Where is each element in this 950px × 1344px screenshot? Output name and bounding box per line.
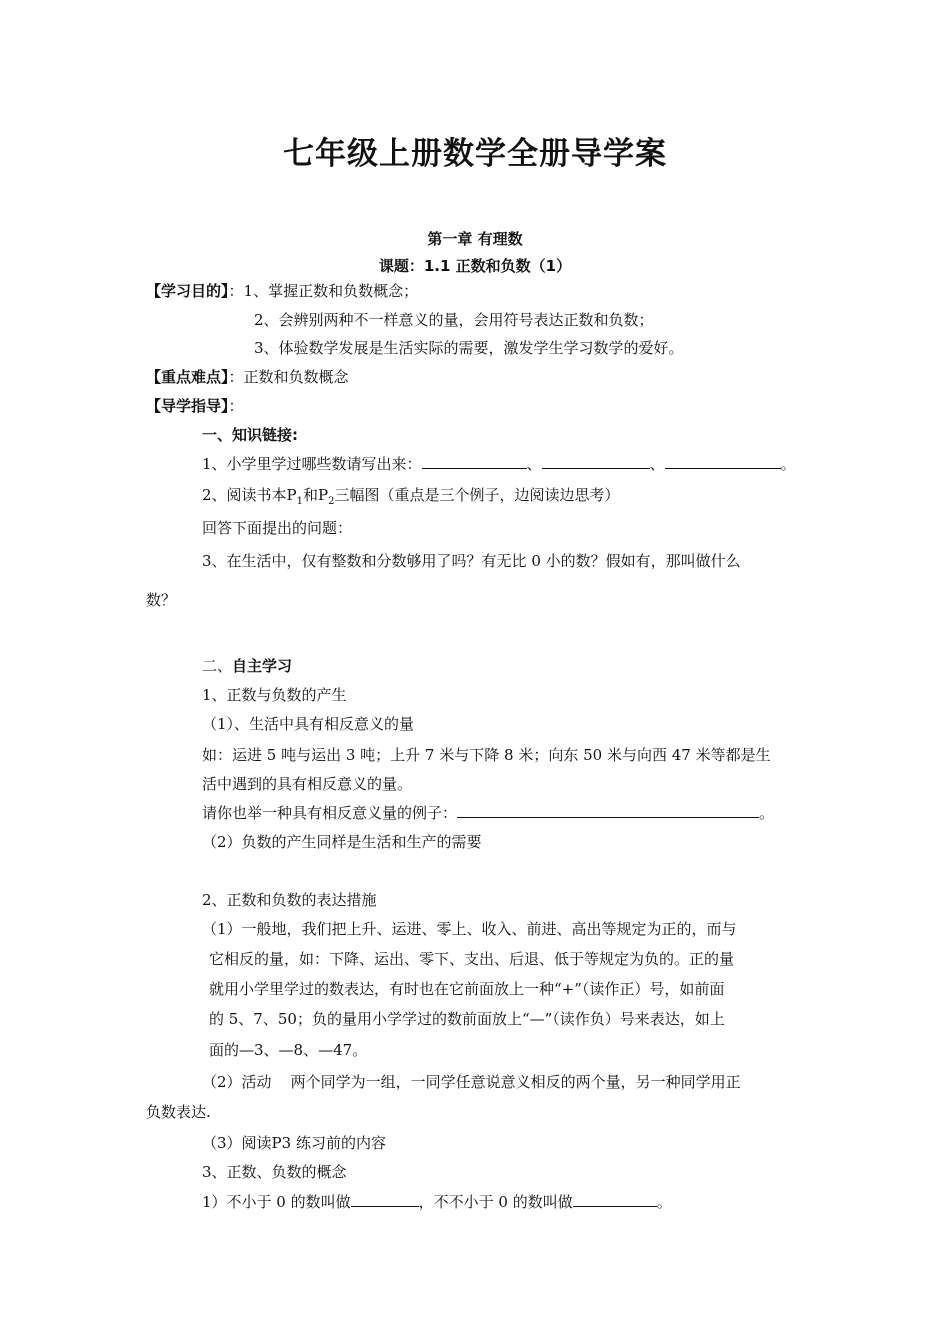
end-period: 。: [656, 1193, 672, 1211]
question-1: [202, 453, 796, 474]
objectives-line: [146, 280, 418, 301]
example-line-2: 活中遇到的具有相反意义的量。: [202, 775, 413, 793]
answer-blank-3[interactable]: [665, 453, 781, 469]
example-prompt-text: 请你也举一种具有相反意义量的例子：: [202, 804, 458, 822]
question-2: [202, 484, 620, 507]
question-1-text: 1、小学里学过哪些数请写出来：: [202, 455, 422, 473]
paragraph-line: 面的—3、—8、—47。: [209, 1041, 368, 1059]
guide-line: [146, 395, 244, 416]
answer-blank-2[interactable]: [542, 453, 650, 469]
concept-question-part: ，不不小于 0 的数叫做: [418, 1193, 573, 1211]
document-title: 七年级上册数学全册导学案: [283, 136, 667, 172]
paragraph-line: 就用小学里学过的数表达，有时也在它前面放上一种“+”（读作正）号，如前面: [209, 980, 725, 998]
keypoints-line: [146, 366, 349, 387]
chapter-heading: 第一章 有理数: [427, 230, 523, 248]
keypoints-text: ：正数和负数概念: [228, 368, 349, 386]
objective-2: 2、会辨别两种不一样意义的量，会用符号表达正数和负数；: [254, 311, 654, 329]
concept-answer-blank-2[interactable]: [573, 1191, 657, 1207]
section-2-text: 自主学习: [232, 657, 293, 675]
paragraph-line: （1）一般地，我们把上升、运进、零上、收入、前进、高出等规定为正的，而与: [202, 920, 737, 938]
section-2-number: 二、: [202, 657, 233, 675]
activity-line-2: 负数表达.: [146, 1103, 211, 1121]
subscript-2: 2: [328, 496, 335, 507]
objectives-colon: ：: [228, 282, 244, 300]
end-period: 。: [759, 804, 775, 822]
question-2-answer: 回答下面提出的问题：: [202, 519, 353, 537]
separator: 、: [649, 455, 665, 473]
concept-question-1: [202, 1191, 672, 1212]
end-period: 。: [780, 455, 796, 473]
reading-task: （3）阅读P3 练习前的内容: [202, 1134, 386, 1152]
objective-1: 1、掌握正数和负数概念；: [243, 282, 419, 300]
example-answer-blank[interactable]: [457, 802, 759, 818]
keypoints-label: 【重点难点】: [146, 368, 229, 386]
guide-colon: ：: [228, 397, 244, 415]
paragraph-line: 的 5、7、50；负的量用小学学过的数前面放上“—”（读作负）号来表达，如上: [209, 1010, 725, 1028]
question-3-line-2: 数？: [146, 591, 177, 609]
example-line-1: 如：运进 5 吨与运出 3 吨；上升 7 米与下降 8 米；向东 50 米与向西 47 米等都是生: [202, 746, 771, 764]
paragraph-line: 它相反的量，如：下降、运出、零下、支出、后退、低于等规定为负的。正的量: [209, 950, 735, 968]
concept-answer-blank-1[interactable]: [351, 1191, 419, 1207]
answer-blank-1[interactable]: [422, 453, 527, 469]
separator: 、: [526, 455, 542, 473]
subsection-3-title: 3、正数、负数的概念: [202, 1163, 347, 1181]
objective-3: 3、体验数学发展是生活实际的需要，激发学生学习数学的爱好。: [254, 339, 684, 357]
lesson-heading: 课题：1.1 正数和负数（1）: [378, 257, 572, 275]
section-1-title: 一、知识链接:: [202, 426, 298, 444]
question-2-part: 2、阅读书本P: [202, 486, 297, 504]
section-2-title: [202, 655, 292, 676]
objectives-label: 【学习目的】: [146, 282, 229, 300]
guide-label: 【导学指导】: [146, 397, 229, 415]
subsection-1-item-1: （1）、生活中具有相反意义的量: [202, 715, 415, 733]
subsection-1-title: 1、正数与负数的产生: [202, 686, 347, 704]
question-2-part: 三幅图（重点是三个例子，边阅读边思考）: [334, 486, 620, 504]
question-2-part: 和P: [303, 486, 329, 504]
example-prompt: [202, 802, 774, 823]
question-3-line-1: 3、在生活中，仅有整数和分数够用了吗？有无比 0 小的数？假如有，那叫做什么: [202, 552, 741, 570]
concept-question-part: 1）不小于 0 的数叫做: [202, 1193, 351, 1211]
subsection-2-title: 2、正数和负数的表达措施: [202, 891, 377, 909]
subscript-1: 1: [296, 496, 304, 507]
subsection-1-item-2: （2）负数的产生同样是生活和生产的需要: [202, 833, 482, 851]
activity-line-1: （2）活动 两个同学为一组，一同学任意说意义相反的两个量，另一种同学用正: [202, 1073, 741, 1091]
